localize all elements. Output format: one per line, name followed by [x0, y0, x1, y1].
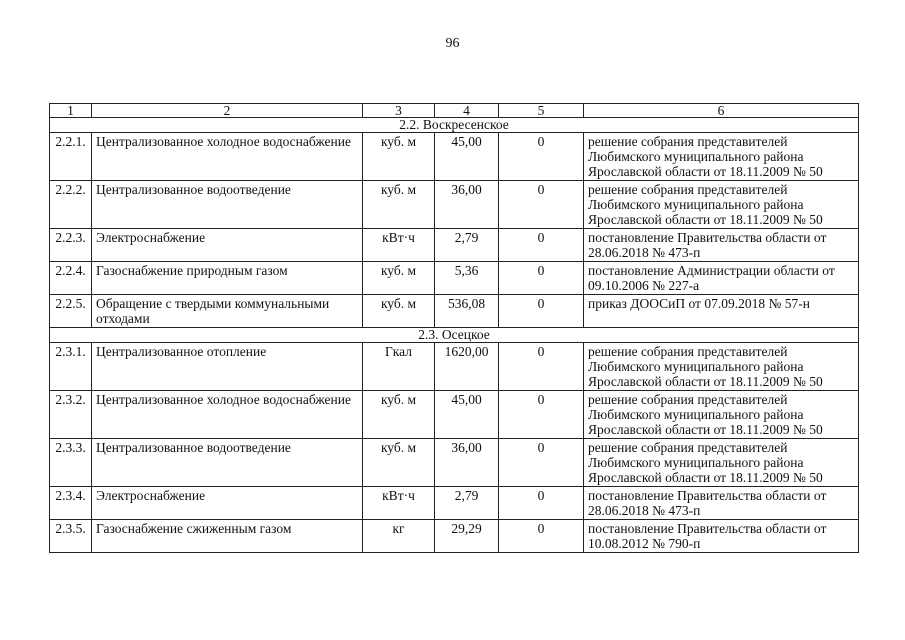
- service-name: Централизованное водоотведение: [92, 439, 363, 487]
- norm-value: 29,29: [435, 520, 499, 553]
- legal-document: решение собрания представителей Любимского муниципального района Ярославской области от 18.11.2009 № 50: [584, 391, 859, 439]
- column-5-value: 0: [499, 262, 584, 295]
- table-row: [50, 295, 859, 328]
- column-5-value: 0: [499, 487, 584, 520]
- service-name: Обращение с твердыми коммунальными отходами: [92, 295, 363, 328]
- table-row: [50, 133, 859, 181]
- column-5-value: 0: [499, 439, 584, 487]
- unit-of-measure: куб. м: [363, 181, 435, 229]
- table-row: [50, 391, 859, 439]
- unit-of-measure: кВт·ч: [363, 487, 435, 520]
- unit-of-measure: Гкал: [363, 343, 435, 391]
- legal-document: постановление Правительства области от 28.06.2018 № 473-п: [584, 229, 859, 262]
- column-header: 5: [499, 104, 584, 118]
- row-number: 2.2.2.: [50, 181, 92, 229]
- service-name: Централизованное водоотведение: [92, 181, 363, 229]
- column-header: 6: [584, 104, 859, 118]
- legal-document: постановление Правительства области от 28.06.2018 № 473-п: [584, 487, 859, 520]
- row-number: 2.2.1.: [50, 133, 92, 181]
- legal-document: приказ ДООСиП от 07.09.2018 № 57-н: [584, 295, 859, 328]
- column-5-value: 0: [499, 295, 584, 328]
- norm-value: 5,36: [435, 262, 499, 295]
- unit-of-measure: куб. м: [363, 295, 435, 328]
- service-name: Централизованное отопление: [92, 343, 363, 391]
- column-header: 1: [50, 104, 92, 118]
- table-row: [50, 487, 859, 520]
- unit-of-measure: куб. м: [363, 391, 435, 439]
- column-5-value: 0: [499, 391, 584, 439]
- row-number: 2.3.4.: [50, 487, 92, 520]
- column-header-row: [50, 104, 859, 118]
- column-header: 2: [92, 104, 363, 118]
- column-header: 4: [435, 104, 499, 118]
- norm-value: 36,00: [435, 439, 499, 487]
- row-number: 2.3.1.: [50, 343, 92, 391]
- unit-of-measure: кг: [363, 520, 435, 553]
- legal-document: решение собрания представителей Любимского муниципального района Ярославской области от 18.11.2009 № 50: [584, 343, 859, 391]
- section-header-row: [50, 328, 859, 343]
- section-title: 2.2. Воскресенское: [50, 118, 859, 133]
- service-name: Электроснабжение: [92, 229, 363, 262]
- row-number: 2.3.2.: [50, 391, 92, 439]
- legal-document: решение собрания представителей Любимского муниципального района Ярославской области от 18.11.2009 № 50: [584, 181, 859, 229]
- legal-document: постановление Правительства области от 10.08.2012 № 790-п: [584, 520, 859, 553]
- column-header: 3: [363, 104, 435, 118]
- service-name: Газоснабжение природным газом: [92, 262, 363, 295]
- service-name: Централизованное холодное водоснабжение: [92, 391, 363, 439]
- norm-value: 45,00: [435, 133, 499, 181]
- legal-document: решение собрания представителей Любимского муниципального района Ярославской области от 18.11.2009 № 50: [584, 133, 859, 181]
- section-header-row: [50, 118, 859, 133]
- service-name: Централизованное холодное водоснабжение: [92, 133, 363, 181]
- page-number: 96: [445, 36, 460, 51]
- tariff-table: [49, 103, 859, 553]
- unit-of-measure: куб. м: [363, 133, 435, 181]
- table-row: [50, 181, 859, 229]
- service-name: Электроснабжение: [92, 487, 363, 520]
- table-row: [50, 439, 859, 487]
- table-row: [50, 343, 859, 391]
- table-row: [50, 262, 859, 295]
- row-number: 2.2.4.: [50, 262, 92, 295]
- norm-value: 36,00: [435, 181, 499, 229]
- service-name: Газоснабжение сжиженным газом: [92, 520, 363, 553]
- column-5-value: 0: [499, 520, 584, 553]
- unit-of-measure: куб. м: [363, 262, 435, 295]
- column-5-value: 0: [499, 343, 584, 391]
- column-5-value: 0: [499, 229, 584, 262]
- legal-document: решение собрания представителей Любимского муниципального района Ярославской области от 18.11.2009 № 50: [584, 439, 859, 487]
- norm-value: 536,08: [435, 295, 499, 328]
- row-number: 2.2.3.: [50, 229, 92, 262]
- unit-of-measure: кВт·ч: [363, 229, 435, 262]
- column-5-value: 0: [499, 133, 584, 181]
- row-number: 2.3.3.: [50, 439, 92, 487]
- section-title: 2.3. Осецкое: [50, 328, 859, 343]
- norm-value: 1620,00: [435, 343, 499, 391]
- norm-value: 2,79: [435, 487, 499, 520]
- norm-value: 45,00: [435, 391, 499, 439]
- column-5-value: 0: [499, 181, 584, 229]
- table-row: [50, 229, 859, 262]
- legal-document: постановление Администрации области от 09.10.2006 № 227-а: [584, 262, 859, 295]
- unit-of-measure: куб. м: [363, 439, 435, 487]
- table-body: [50, 104, 859, 553]
- row-number: 2.2.5.: [50, 295, 92, 328]
- table-row: [50, 520, 859, 553]
- norm-value: 2,79: [435, 229, 499, 262]
- row-number: 2.3.5.: [50, 520, 92, 553]
